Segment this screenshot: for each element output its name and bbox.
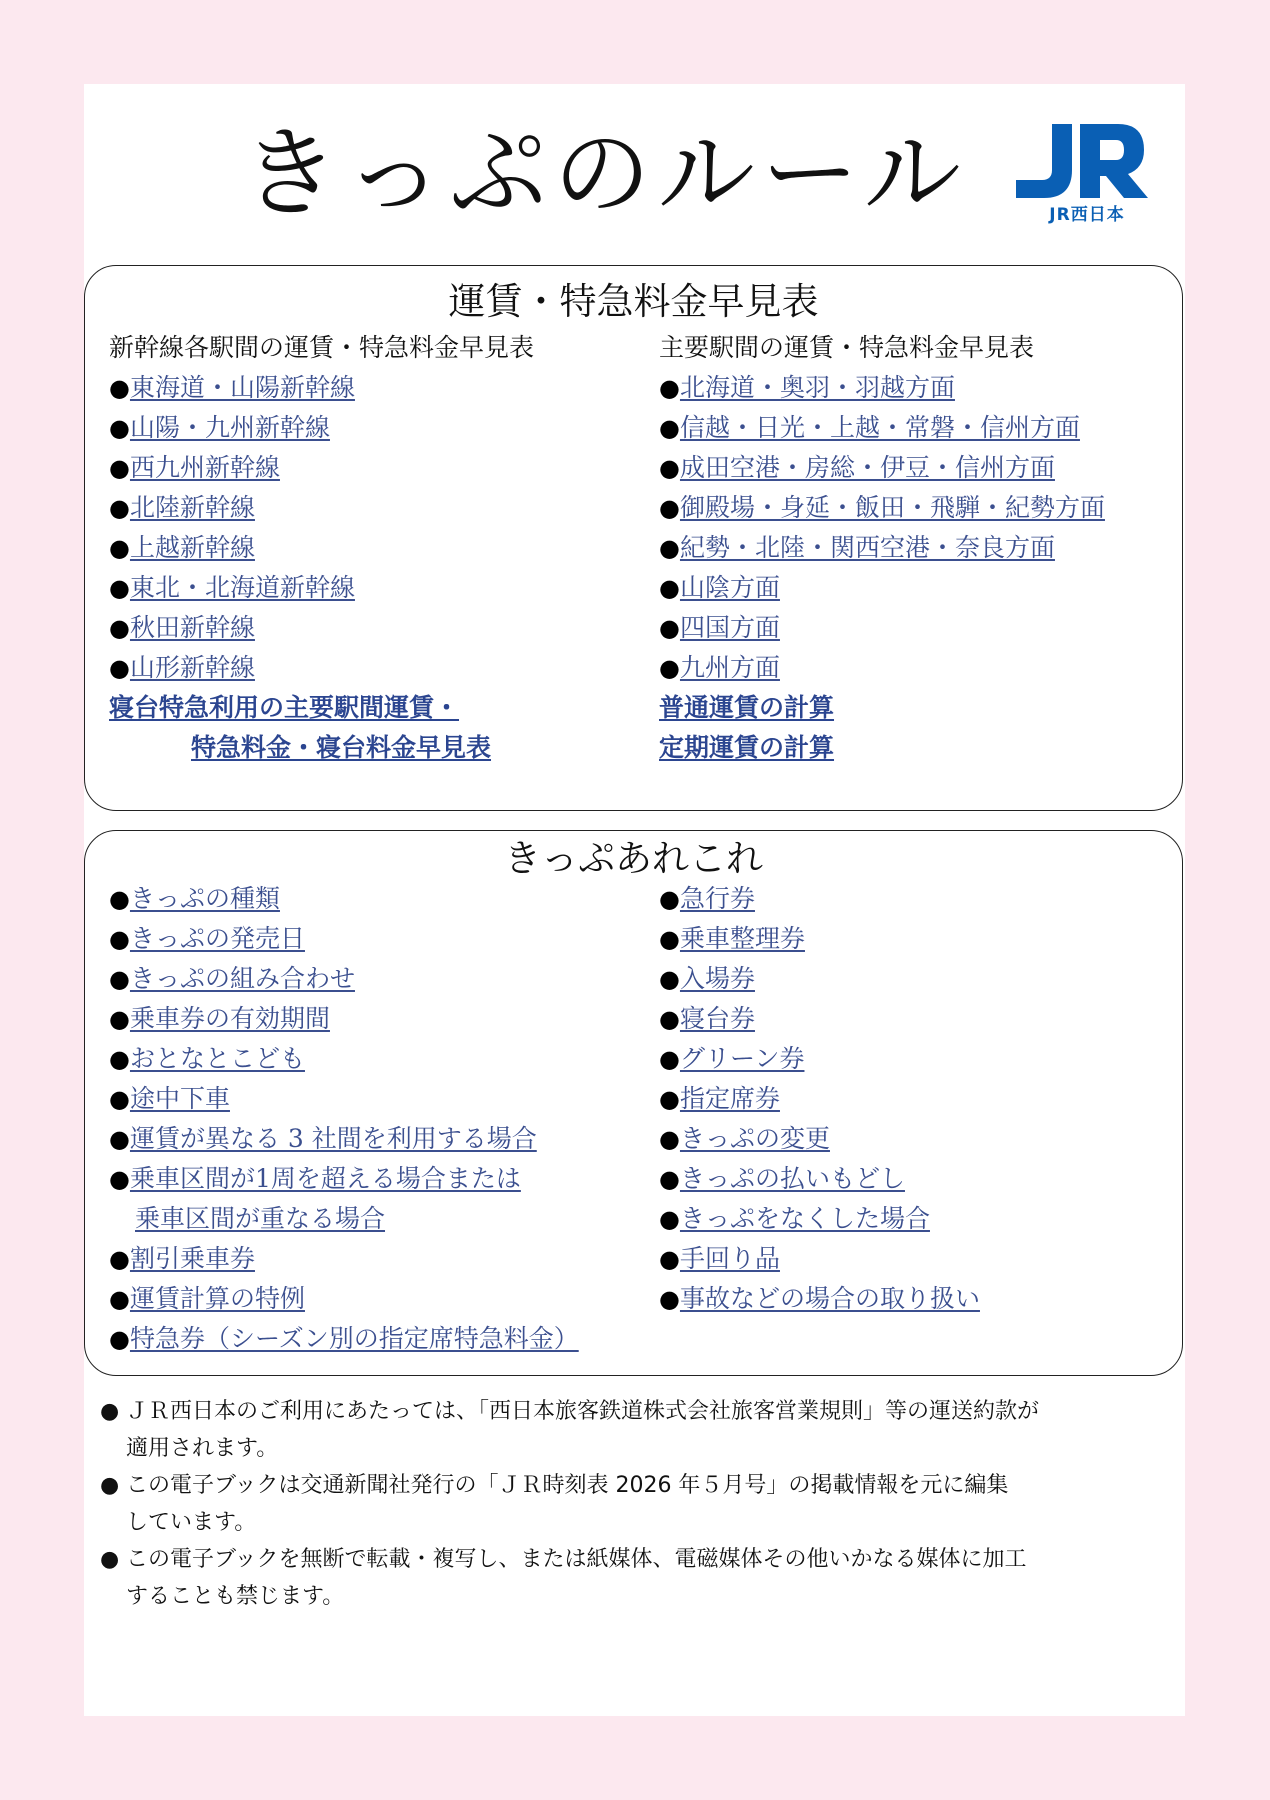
ticket-rule-link[interactable]: きっぷの種類 <box>129 884 280 913</box>
page <box>84 84 1185 1716</box>
page-title: きっぷのルール <box>240 117 968 231</box>
region-fare-item <box>659 448 1105 488</box>
ticket-rule-item <box>109 879 579 919</box>
ticket-rule-item <box>659 1119 980 1159</box>
bullet: ● <box>659 374 680 402</box>
region-fare-link[interactable]: 成田空港・房総・伊豆・信州方面 <box>679 453 1055 482</box>
fares-title: 運賃・特急料金早見表 <box>448 280 819 323</box>
bullet: ● <box>659 1165 680 1193</box>
shinkansen-fare-link[interactable]: 秋田新幹線 <box>129 613 255 642</box>
bullet: ● <box>109 614 130 642</box>
logo-caption: JR西日本 <box>1049 205 1125 225</box>
ticket-rule-link[interactable]: 急行券 <box>679 884 755 913</box>
bullet: ● <box>109 374 130 402</box>
ticket-rule-item <box>109 1119 579 1159</box>
ticket-rule-link[interactable]: きっぷの組み合わせ <box>129 964 355 993</box>
shinkansen-fare-link[interactable]: 山形新幹線 <box>129 653 255 682</box>
ticket-rule-link[interactable]: きっぷをなくした場合 <box>679 1204 930 1233</box>
fares-left-heading: 新幹線各駅間の運賃・特急料金早見表 <box>109 333 535 362</box>
fares-right-heading: 主要駅間の運賃・特急料金早見表 <box>659 333 1035 362</box>
region-fare-link[interactable]: 九州方面 <box>679 653 780 682</box>
ticket-rule-link[interactable]: 手回り品 <box>679 1244 780 1273</box>
ticket-rule-link[interactable]: グリーン券 <box>679 1044 805 1073</box>
shinkansen-fare-item <box>109 448 534 488</box>
ticket-rule-item <box>659 1239 980 1279</box>
shinkansen-fare-item <box>109 568 534 608</box>
bullet: ● <box>659 574 680 602</box>
ticket-rule-link[interactable]: 寝台券 <box>679 1004 755 1033</box>
region-fare-link[interactable]: 北海道・奥羽・羽越方面 <box>679 373 955 402</box>
commuter-fare-calc-link[interactable]: 定期運賃の計算 <box>659 733 835 762</box>
ticket-rule-item <box>659 1079 980 1119</box>
tickets-title: きっぷあれこれ <box>504 837 763 880</box>
ticket-rule-item <box>659 919 980 959</box>
ticket-rule-item <box>109 1079 579 1119</box>
ticket-rule-link[interactable]: きっぷの発売日 <box>129 924 305 953</box>
bullet: ● <box>659 885 680 913</box>
ticket-rule-link[interactable]: 乗車区間が重なる場合 <box>135 1204 386 1233</box>
ticket-rule-item <box>109 1159 579 1199</box>
fares-left-column <box>109 328 534 768</box>
region-fare-item <box>659 528 1105 568</box>
bullet: ● <box>109 1125 130 1153</box>
ticket-rule-item <box>659 879 980 919</box>
region-fare-item <box>659 568 1105 608</box>
ticket-rule-item <box>659 1159 980 1199</box>
shinkansen-fare-link[interactable]: 西九州新幹線 <box>129 453 280 482</box>
shinkansen-fare-item <box>109 368 534 408</box>
bullet: ● <box>659 1005 680 1033</box>
region-fare-link[interactable]: 御殿場・身延・飯田・飛騨・紀勢方面 <box>679 493 1105 522</box>
region-fare-item <box>659 488 1105 528</box>
note-item: ● ＪＲ西日本のご利用にあたっては、「西日本旅客鉄道株式会社旅客営業規則」等の運送約款が 適用されます。 <box>100 1393 1160 1467</box>
ticket-rule-item <box>659 1199 980 1239</box>
shinkansen-fare-link[interactable]: 山陽・九州新幹線 <box>129 413 330 442</box>
ticket-rule-link[interactable]: 乗車整理券 <box>679 924 805 953</box>
bullet: ● <box>109 1005 130 1033</box>
note-bullet: ● <box>100 1547 120 1572</box>
shinkansen-fare-item <box>109 408 534 448</box>
ticket-rule-link[interactable]: きっぷの変更 <box>679 1124 830 1153</box>
ticket-rule-link[interactable]: 途中下車 <box>129 1084 230 1113</box>
bullet: ● <box>109 1165 130 1193</box>
bullet: ● <box>109 925 130 953</box>
bullet: ● <box>659 1085 680 1113</box>
region-fare-link[interactable]: 山陰方面 <box>679 573 780 602</box>
shinkansen-fare-link[interactable]: 東海道・山陽新幹線 <box>129 373 355 402</box>
ticket-rule-item <box>109 1279 579 1319</box>
bullet: ● <box>659 1285 680 1313</box>
bullet: ● <box>659 614 680 642</box>
bullet: ● <box>109 1325 130 1353</box>
shinkansen-fare-link[interactable]: 北陸新幹線 <box>129 493 255 522</box>
ticket-rule-link[interactable]: 指定席券 <box>679 1084 780 1113</box>
ticket-rule-link[interactable]: 運賃計算の特例 <box>129 1284 305 1313</box>
ticket-rule-link[interactable]: 入場券 <box>679 964 755 993</box>
bullet: ● <box>109 965 130 993</box>
ticket-rule-item <box>109 999 579 1039</box>
ticket-rule-link[interactable]: 特急券（シーズン別の指定席特急料金） <box>129 1324 579 1353</box>
bullet: ● <box>659 654 680 682</box>
fares-section <box>84 265 1183 811</box>
region-fare-item <box>659 408 1105 448</box>
bullet: ● <box>659 1205 680 1233</box>
ticket-rule-link[interactable]: きっぷの払いもどし <box>679 1164 905 1193</box>
ticket-rule-item <box>109 1039 579 1079</box>
note-item: ● この電子ブックは交通新聞社発行の「ＪＲ時刻表 2026 年５月号」の掲載情報を元に編集 しています。 <box>100 1467 1160 1541</box>
bullet: ● <box>109 885 130 913</box>
bullet: ● <box>659 925 680 953</box>
fares-left-list <box>109 368 534 688</box>
bullet: ● <box>659 965 680 993</box>
shinkansen-fare-item <box>109 608 534 648</box>
note-bullet: ● <box>100 1399 120 1424</box>
region-fare-item <box>659 608 1105 648</box>
bullet: ● <box>109 1045 130 1073</box>
note-item: ● この電子ブックを無断で転載・複写し、または紙媒体、電磁媒体その他いかなる媒体に加工 することも禁じます。 <box>100 1541 1160 1615</box>
note-bullet: ● <box>100 1473 120 1498</box>
bullet: ● <box>659 534 680 562</box>
ticket-rule-link[interactable]: 乗車区間が1周を超える場合または <box>129 1164 521 1193</box>
bullet: ● <box>659 494 680 522</box>
bullet: ● <box>659 414 680 442</box>
region-fare-link[interactable]: 紀勢・北陸・関西空港・奈良方面 <box>679 533 1055 562</box>
bullet: ● <box>109 574 130 602</box>
bullet: ● <box>109 1245 130 1273</box>
bullet: ● <box>659 1045 680 1073</box>
shinkansen-fare-item <box>109 488 534 528</box>
ticket-rule-item <box>109 919 579 959</box>
ticket-rule-item <box>659 999 980 1039</box>
ticket-rule-item <box>659 1039 980 1079</box>
region-fare-item <box>659 368 1105 408</box>
tickets-left-list <box>109 879 579 1359</box>
bullet: ● <box>109 494 130 522</box>
ticket-rule-item <box>109 1319 579 1359</box>
ticket-rule-item <box>659 959 980 999</box>
region-fare-link[interactable]: 四国方面 <box>679 613 780 642</box>
normal-fare-calc-link[interactable]: 普通運賃の計算 <box>659 693 835 722</box>
tickets-right-list <box>659 879 980 1319</box>
tickets-section <box>84 830 1183 1376</box>
shinkansen-fare-item <box>109 528 534 568</box>
ticket-rule-item <box>659 1279 980 1319</box>
ticket-rule-link[interactable]: 事故などの場合の取り扱い <box>679 1284 980 1313</box>
bullet: ● <box>109 414 130 442</box>
fares-right-column <box>659 328 1105 768</box>
fares-right-list <box>659 368 1105 688</box>
bullet: ● <box>659 1245 680 1273</box>
bullet: ● <box>109 534 130 562</box>
shinkansen-fare-item <box>109 648 534 688</box>
bullet: ● <box>109 454 130 482</box>
ticket-rule-link[interactable]: 乗車券の有効期間 <box>129 1004 330 1033</box>
bullet: ● <box>109 654 130 682</box>
bullet: ● <box>659 454 680 482</box>
ticket-rule-item <box>109 959 579 999</box>
ticket-rule-link[interactable]: 運賃が異なる 3 社間を利用する場合 <box>129 1124 537 1153</box>
bullet: ● <box>659 1125 680 1153</box>
region-fare-item <box>659 648 1105 688</box>
ticket-rule-item <box>109 1239 579 1279</box>
ticket-rule-link[interactable]: 割引乗車券 <box>129 1244 255 1273</box>
bullet: ● <box>109 1085 130 1113</box>
bullet: ● <box>109 1285 130 1313</box>
ticket-rule-item <box>109 1199 579 1239</box>
ticket-rule-link[interactable]: おとなとこども <box>129 1044 305 1073</box>
region-fare-link[interactable]: 信越・日光・上越・常磐・信州方面 <box>679 413 1080 442</box>
notes <box>100 1393 1160 1615</box>
shinkansen-fare-link[interactable]: 上越新幹線 <box>129 533 255 562</box>
shinkansen-fare-link[interactable]: 東北・北海道新幹線 <box>129 573 355 602</box>
sleeper-fare-link[interactable]: 寝台特急利用の主要駅間運賃・ 特急料金・寝台料金早見表 <box>109 693 492 762</box>
